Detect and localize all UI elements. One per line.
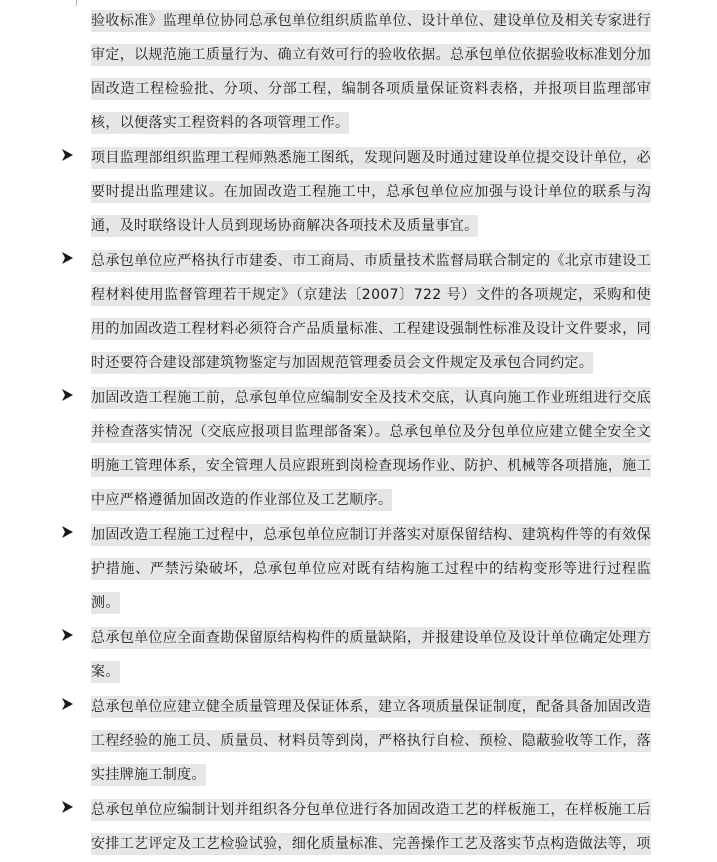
list-item [0, 244, 717, 380]
arrowhead-bullet-icon [62, 526, 78, 542]
list-item [0, 518, 717, 620]
highlighted-text: 总承包单位应编制计划并组织各分包单位进行各加固改造工艺的样板施工，在样板施工后安排工艺评定及工艺检验试验，细化质量标准、完善操作工艺及落实节点构造做法等，项 [91, 799, 651, 855]
paragraph-text [0, 381, 651, 517]
paragraph-text [0, 690, 651, 792]
arrowhead-bullet-icon [62, 629, 78, 645]
highlighted-text: 验收标准》监理单位协同总承包单位组织质监单位、设计单位、建设单位及相关专家进行审定，以规范施工质量行为、确立有效可行的验收依据。总承包单位依据验收标准划分加固改造工程检验批、分项、分部工程，编制各项质量保证资料表格，并报项目监理部审核，以便落实工程资料的各项管理工作。 [91, 10, 651, 134]
paragraph-text [0, 141, 651, 243]
arrowhead-bullet-icon [62, 149, 78, 165]
list-item [0, 381, 717, 517]
paragraph-text [0, 4, 651, 140]
highlighted-text: 总承包单位应全面查勘保留原结构构件的质量缺陷，并报建设单位及设计单位确定处理方案。 [91, 627, 651, 683]
highlighted-text: 总承包单位应严格执行市建委、市工商局、市质量技术监督局联合制定的《北京市建设工程材料使用监督管理若干规定》（京建法〔2007〕722 号）文件的各项规定，采购和使用的加固改造工程材料必须符合产品质量标准、工程建设强制性标准及设计文件要求，同时还要符合建设部建筑物鉴定与加固规范管理委员会文件规定及承包合同约定。 [91, 250, 651, 374]
highlighted-text: 项目监理部组织监理工程师熟悉施工图纸，发现问题及时通过建设单位提交设计单位，必要时提出监理建议。在加固改造工程施工中，总承包单位应加强与设计单位的联系与沟通，及时联络设计人员到现场协商解决各项技术及质量事宜。 [91, 147, 651, 237]
paragraph-text [0, 244, 651, 380]
arrowhead-bullet-icon [62, 252, 78, 268]
list-item [0, 141, 717, 243]
highlighted-text: 加固改造工程施工前，总承包单位应编制安全及技术交底，认真向施工作业班组进行交底并检查落实情况（交底应报项目监理部备案）。总承包单位及分包单位应建立健全安全文明施工管理体系，安全管理人员应跟班到岗检查现场作业、防护、机械等各项措施，施工中应严格遵循加固改造的作业部位及工艺顺序。 [91, 387, 651, 511]
list-item [0, 4, 717, 140]
list-item [0, 690, 717, 792]
clause-list [0, 4, 717, 862]
paragraph-text [0, 518, 651, 620]
arrowhead-bullet-icon [62, 389, 78, 405]
paragraph-text [0, 621, 651, 689]
highlighted-text: 加固改造工程施工过程中，总承包单位应制订并落实对原保留结构、建筑构件等的有效保护措施、严禁污染破坏，总承包单位应对既有结构施工过程中的结构变形等进行过程监测。 [91, 524, 651, 614]
arrowhead-bullet-icon [62, 801, 78, 817]
paragraph-text [0, 793, 651, 861]
arrowhead-bullet-icon [62, 698, 78, 714]
list-item [0, 793, 717, 861]
highlighted-text: 总承包单位应建立健全质量管理及保证体系，建立各项质量保证制度，配备具备加固改造工程经验的施工员、质量员、材料员等到岗，严格执行自检、预检、隐蔽验收等工作，落实挂牌施工制度。 [91, 696, 651, 786]
list-item [0, 621, 717, 689]
